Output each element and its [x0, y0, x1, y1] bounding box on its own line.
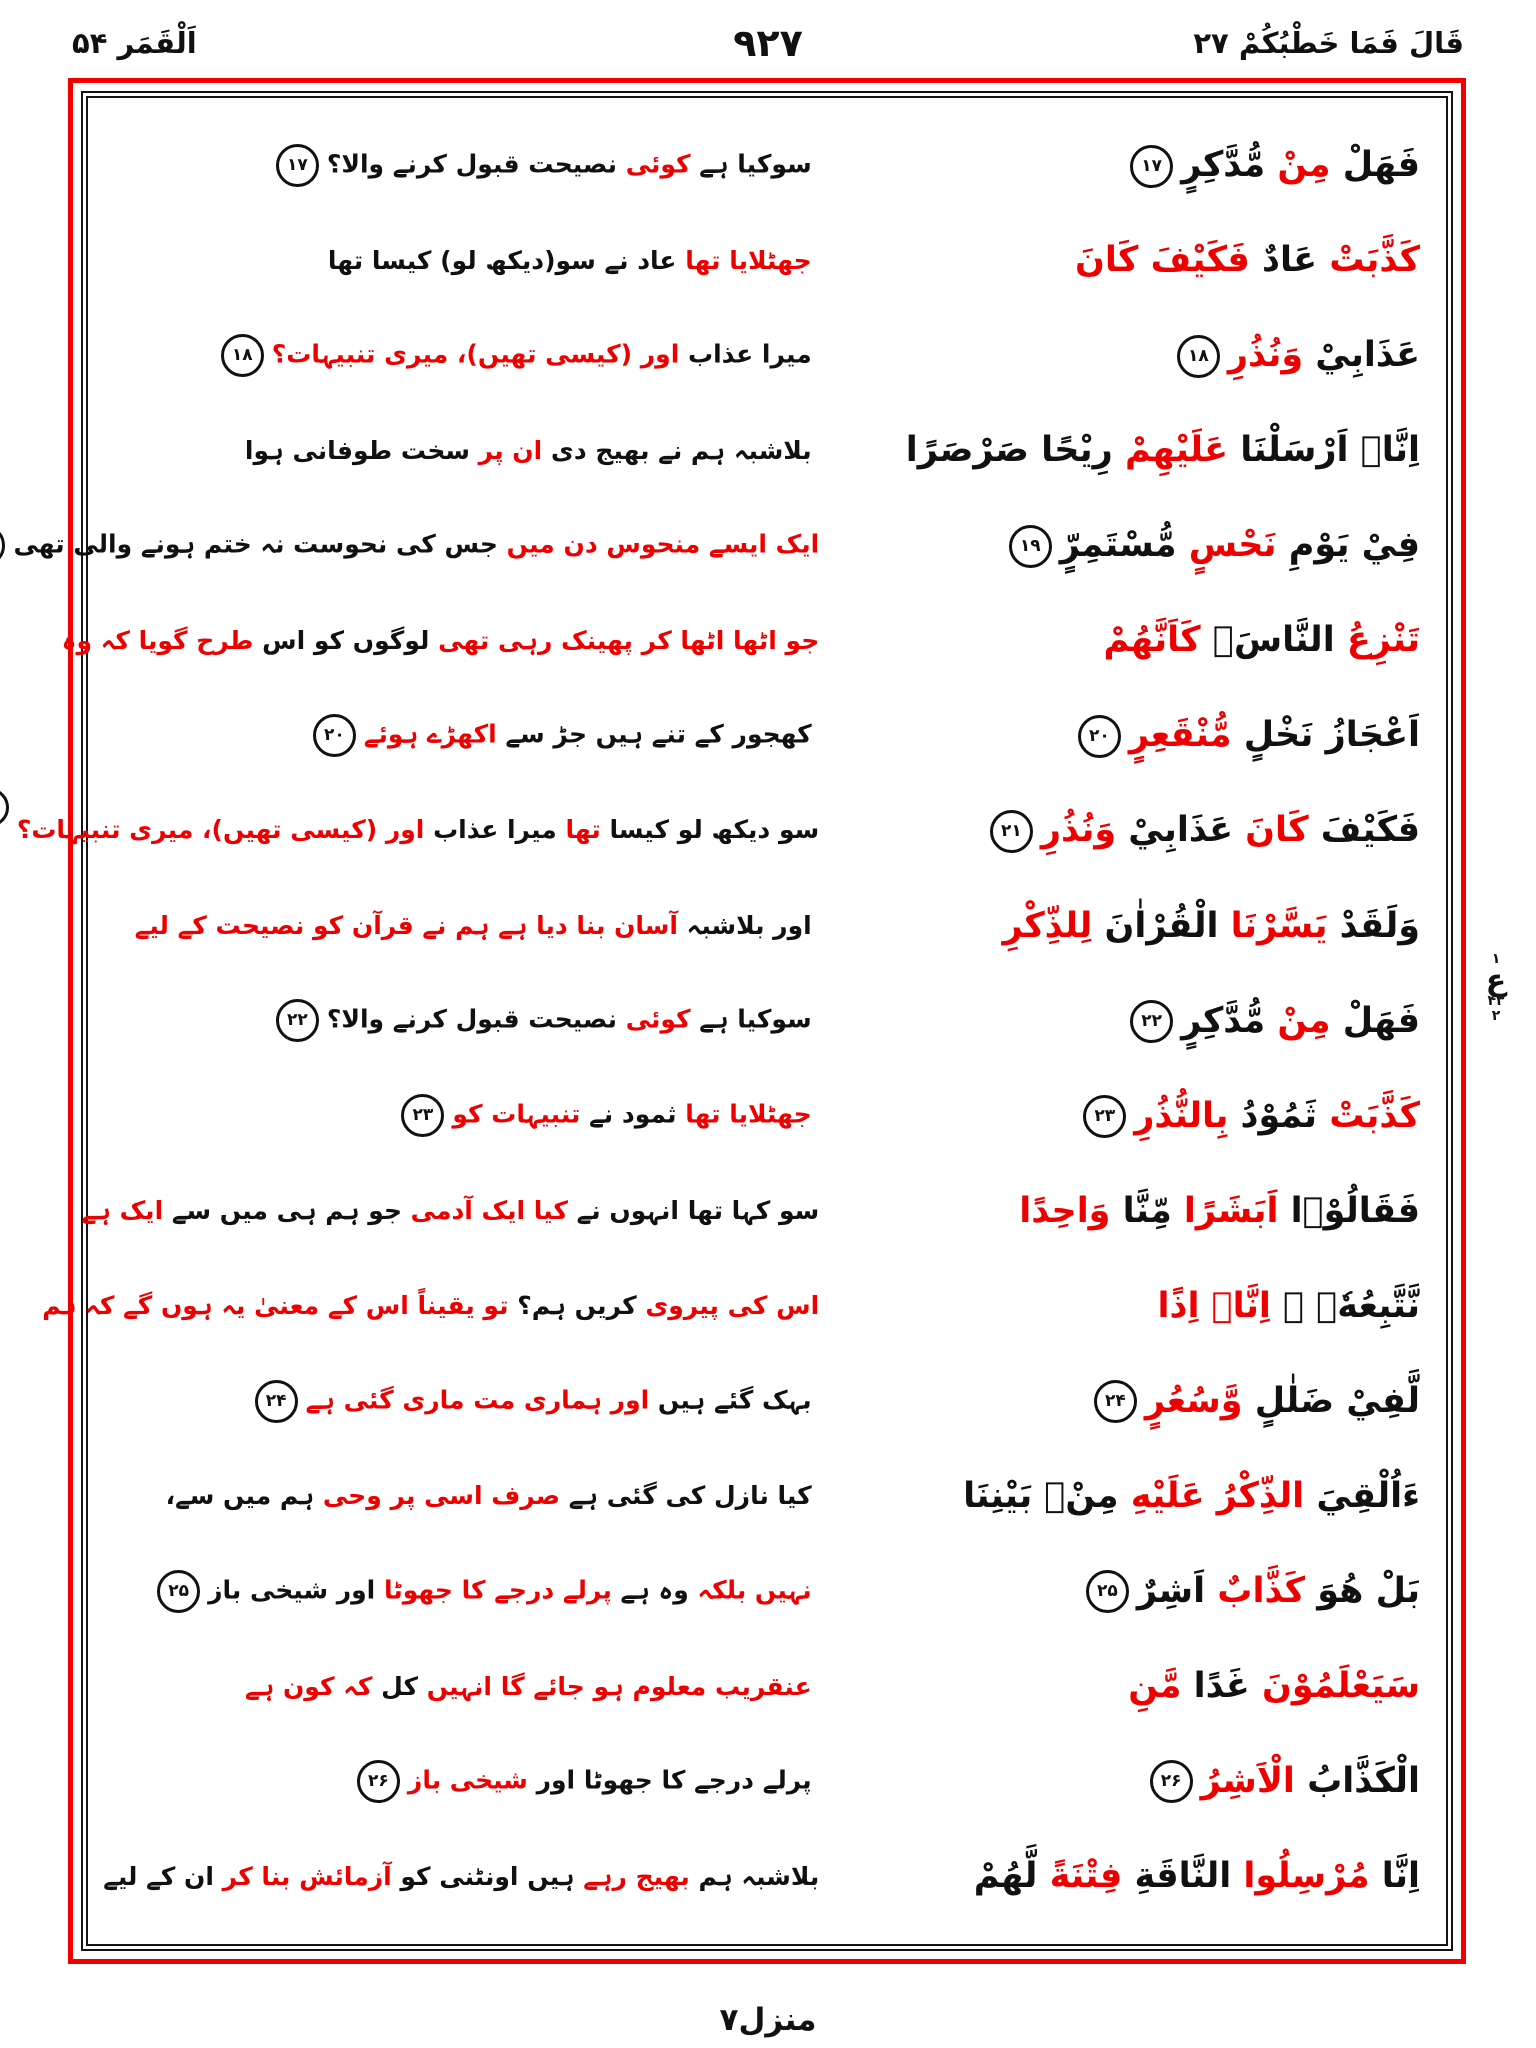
arabic-text-segment: فِتْنَةً: [1037, 1855, 1123, 1896]
arabic-verse-line: [826, 1091, 1420, 1142]
urdu-translation-line: [114, 334, 812, 377]
urdu-text-segment: کوئی: [616, 149, 691, 179]
arabic-text-segment: نَحْسٍ: [1176, 525, 1277, 566]
arabic-text-segment: الْقُرْاٰنَ: [1092, 905, 1219, 946]
arabic-text-segment: ءَاُلْقِيَ: [1304, 1475, 1420, 1516]
verse-row: [114, 688, 1420, 783]
arabic-text-segment: اَبَشَرًا: [1171, 1190, 1279, 1231]
ayah-number-badge: ۱۷: [276, 144, 319, 187]
verse-row: [42, 1259, 1420, 1354]
urdu-text-segment: کل: [372, 1671, 418, 1701]
arabic-text-segment: بَلْ هُوَ: [1305, 1570, 1420, 1611]
ayah-number-badge: ۲۰: [313, 714, 356, 757]
urdu-text-segment: کھجور کے تنے ہیں جڑ سے: [496, 719, 812, 749]
arabic-text-segment: ثَمُوْدُ: [1228, 1095, 1318, 1136]
verse-rows: [13, 118, 1420, 1924]
ayah-number-badge: ۲۵: [1086, 1570, 1129, 1613]
arabic-text-segment: وَنُذُرِ: [1040, 810, 1117, 851]
verse-row: [114, 1068, 1420, 1163]
verse-row: [114, 213, 1420, 308]
arabic-text-segment: عَذَابِيْ: [1116, 810, 1233, 851]
ayah-number-badge: ۱۸: [1177, 335, 1220, 378]
arabic-verse-line: [833, 1281, 1420, 1332]
page-number: ٩٢٧: [733, 21, 803, 65]
arabic-text-segment: مِنْ: [1265, 145, 1331, 186]
arabic-text-segment: الذِّكْرُ عَلَيْهِ: [1118, 1475, 1305, 1516]
arabic-verse-line: [826, 1661, 1420, 1712]
arabic-verse-line: [826, 425, 1420, 476]
ruku-bottom-number: ۲: [1491, 1007, 1501, 1024]
arabic-text-segment: اَعْجَازُ نَخْلٍ: [1231, 715, 1420, 756]
ayah-number-badge: ۲۴: [1094, 1380, 1137, 1423]
urdu-text-segment: جھٹلایا تھا: [676, 1099, 812, 1129]
urdu-translation-line: [13, 524, 820, 567]
urdu-text-segment: جھٹلایا تھا: [676, 245, 812, 275]
urdu-text-segment: تو یقیناً اس کے معنیٰ یہ ہوں گے کہ ہم: [42, 1291, 509, 1321]
arabic-text-segment: فَقَالُوْۤا: [1278, 1190, 1420, 1231]
urdu-text-segment: ہیں اونٹنی کو: [391, 1861, 575, 1891]
urdu-translation-line: [114, 714, 812, 757]
verse-row: [114, 1639, 1420, 1734]
verse-row: [114, 973, 1420, 1068]
ayah-number-badge: ۲۳: [1083, 1095, 1126, 1138]
urdu-text-segment: نہیں بلکہ: [688, 1575, 812, 1605]
urdu-text-segment: کہ کون ہے: [244, 1671, 373, 1701]
arabic-text-segment: مُّدَّكِرٍ: [1181, 145, 1266, 186]
ayah-number-badge: ۱۹: [1009, 525, 1052, 568]
urdu-text-segment: پرلے درجے کا جھوٹا اور: [527, 1765, 812, 1795]
urdu-text-segment: نصیحت قبول کرنے والا؟: [326, 149, 617, 179]
arabic-text-segment: كَاَنَّهُمْ: [1103, 620, 1201, 661]
arabic-text-segment: الْكَذَّابُ: [1294, 1760, 1420, 1801]
arabic-text-segment: الْاَشِرُ: [1200, 1760, 1295, 1801]
arabic-text-segment: مُرْسِلُوا: [1231, 1855, 1370, 1896]
urdu-translation-line: [114, 144, 812, 187]
arabic-verse-line: [833, 615, 1420, 666]
ain-icon: ع: [1485, 962, 1507, 998]
red-outer-frame: [13, 78, 1466, 1964]
ayah-number-badge: ۱۷: [1130, 145, 1173, 188]
urdu-text-segment: سو کہا تھا انہوں نے: [567, 1196, 820, 1226]
arabic-text-segment: اِنَّاۤ اِذًا: [1157, 1285, 1271, 1326]
verse-row: [16, 783, 1420, 878]
verse-row: [81, 1164, 1420, 1259]
urdu-translation-line: [114, 242, 812, 280]
black-inner-frame: [13, 91, 1453, 1951]
arabic-text-segment: وَنُذُرِ: [1227, 335, 1304, 376]
arabic-text-segment: مِنْ: [1265, 1000, 1331, 1041]
arabic-text-segment: كَذَّبَتْ: [1317, 240, 1420, 281]
urdu-translation-line: [114, 1477, 812, 1515]
ayah-number-badge: [0, 788, 9, 827]
urdu-translation-line: [114, 999, 812, 1042]
verse-row: [103, 1829, 1420, 1924]
urdu-text-segment: جو ہم ہی میں سے: [163, 1196, 402, 1226]
arabic-text-segment: كَذَّابٌ: [1205, 1570, 1306, 1611]
urdu-text-segment: اور بلاشبہ: [677, 911, 812, 941]
urdu-translation-line: [103, 1858, 820, 1896]
urdu-text-segment: سوکیا ہے: [690, 149, 812, 179]
arabic-verse-line: [826, 1471, 1420, 1522]
arabic-verse-line: [833, 1186, 1420, 1237]
urdu-text-segment: اس کی پیروی: [636, 1291, 820, 1321]
urdu-text-segment: کیا ایک آدمی: [401, 1196, 568, 1226]
urdu-text-segment: اور ہماری مت ماری گئی ہے: [305, 1385, 650, 1415]
ayah-number-badge: ۲۶: [357, 1760, 400, 1803]
urdu-text-segment: عاد نے سو(دیکھ لو) کیسا تھا: [327, 245, 677, 275]
arabic-verse-line: [833, 1851, 1420, 1902]
arabic-text-segment: وَلَقَدْ: [1327, 905, 1420, 946]
arabic-text-segment: مُّدَّكِرٍ: [1181, 1000, 1266, 1041]
urdu-translation-line: [114, 1668, 812, 1706]
arabic-verse-line: [826, 1566, 1420, 1617]
arabic-text-segment: غَدًا: [1181, 1665, 1250, 1706]
urdu-text-segment: اور شیخی باز: [208, 1575, 376, 1605]
ayah-number-badge: ۲۴: [255, 1380, 298, 1423]
urdu-text-segment: اور (کیسی تھیں)، میری تنبیہات؟: [271, 339, 680, 369]
arabic-text-segment: سَيَعْلَمُوْنَ: [1249, 1665, 1420, 1706]
urdu-text-segment: کوئی: [616, 1004, 691, 1034]
arabic-text-segment: يَسَّرْنَا: [1218, 905, 1328, 946]
arabic-text-segment: كَانَ: [1233, 810, 1309, 851]
urdu-text-segment: سوکیا ہے: [690, 1004, 812, 1034]
arabic-verse-line: [826, 710, 1420, 761]
arabic-text-segment: عَادٌ: [1249, 240, 1318, 281]
ayah-number-badge: ۲۲: [1130, 1000, 1173, 1043]
verse-row: [114, 1734, 1420, 1829]
arabic-verse-line: [826, 1376, 1420, 1427]
arabic-text-segment: فَكَيْفَ: [1308, 810, 1420, 851]
urdu-translation-line: [114, 1760, 812, 1803]
surah-name: اَلْقَمَر ۵۴: [72, 26, 197, 60]
arabic-verse-line: [833, 520, 1420, 571]
urdu-text-segment: لوگوں کو اس: [253, 626, 430, 655]
verse-row: [114, 1544, 1420, 1639]
verse-row: [114, 1449, 1420, 1544]
urdu-text-segment: بھیج رہے: [574, 1861, 690, 1891]
arabic-text-segment: بِالنُّذُرِ: [1134, 1095, 1229, 1136]
urdu-text-segment: پرلے درجے کا جھوٹا: [375, 1575, 612, 1605]
ayah-number-badge: ۱۸: [221, 334, 264, 377]
arabic-text-segment: لَّهُمْ: [973, 1855, 1038, 1896]
urdu-text-segment: سو دیکھ لو کیسا: [600, 815, 820, 845]
ruku-middle-number: ۴۳: [1487, 993, 1505, 1010]
ruku-top-number: ۱: [1491, 951, 1501, 967]
ayah-number-badge: [0, 524, 5, 567]
arabic-verse-line: [826, 996, 1420, 1047]
urdu-translation-line: [42, 1287, 820, 1325]
urdu-translation-line: [114, 1380, 812, 1423]
arabic-text-segment: فَهَلْ: [1330, 1000, 1420, 1041]
urdu-text-segment: اور (کیسی تھیں)، میری تنبیہات؟: [16, 815, 425, 845]
arabic-text-segment: نَّتَّبِعُهٗۤ ۚ: [1270, 1285, 1420, 1326]
arabic-verse-line: [833, 805, 1420, 856]
urdu-text-segment: میرا عذاب: [424, 815, 557, 845]
urdu-text-segment: تنبیہات کو: [452, 1099, 581, 1129]
urdu-text-segment: بلاشبہ ہم: [689, 1861, 820, 1891]
urdu-text-segment: ایک ایسے منحوس دن میں: [497, 529, 820, 559]
arabic-text-segment: عَذَابِيْ: [1303, 335, 1420, 376]
urdu-text-segment: کریں ہم؟: [508, 1291, 637, 1321]
arabic-text-segment: فِيْ يَوْمِ: [1276, 525, 1420, 566]
ruku-marker: [1472, 952, 1520, 1024]
arabic-text-segment: اَشِرٌ: [1136, 1570, 1206, 1611]
arabic-verse-line: [826, 140, 1420, 191]
arabic-text-segment: النَّاقَةِ: [1122, 1855, 1232, 1896]
arabic-text-segment: فَهَلْ: [1330, 145, 1420, 186]
ayah-number-badge: ۲۲: [276, 999, 319, 1042]
urdu-text-segment: عنقریب معلوم ہو جائے گا انہیں: [417, 1671, 812, 1701]
urdu-text-segment: اکھڑے ہوئے: [363, 719, 497, 749]
arabic-text-segment: كَذَّبَتْ: [1317, 1095, 1420, 1136]
arabic-verse-line: [826, 1756, 1420, 1807]
urdu-translation-line: [114, 432, 812, 470]
urdu-text-segment: میرا عذاب: [679, 339, 812, 369]
urdu-text-segment: ان پر: [469, 435, 543, 465]
verse-row: [13, 498, 1420, 593]
ayah-number-badge: ۲۶: [1150, 1760, 1193, 1803]
ayah-number-badge: ۲۵: [157, 1570, 200, 1613]
verse-row: [114, 1354, 1420, 1449]
arabic-text-segment: مُّسْتَمِرٍّ: [1059, 525, 1177, 566]
urdu-text-segment: ثمود نے: [580, 1099, 677, 1129]
arabic-text-segment: مِنْۢ بَيْنِنَا: [963, 1475, 1119, 1516]
urdu-text-segment: نصیحت قبول کرنے والا؟: [326, 1004, 617, 1034]
urdu-translation-line: [114, 1094, 812, 1137]
verse-row: [114, 118, 1420, 213]
urdu-text-segment: سخت طوفانی ہوا: [244, 435, 470, 465]
urdu-translation-line: [81, 1192, 820, 1230]
arabic-text-segment: اِنَّا: [1369, 1855, 1420, 1896]
arabic-verse-line: [826, 901, 1420, 952]
urdu-text-segment: ان کے لیے: [103, 1861, 214, 1891]
arabic-verse-line: [826, 330, 1420, 381]
urdu-text-segment: طرح گویا کہ وہ: [61, 626, 254, 655]
arabic-text-segment: عَلَيْهِمْ: [1112, 430, 1229, 471]
arabic-text-segment: رِيْحًا صَرْصَرًا: [905, 430, 1113, 471]
urdu-text-segment: صرف اسی پر وحی: [314, 1481, 560, 1511]
urdu-text-segment: آزمائش بنا کر: [213, 1861, 392, 1891]
urdu-text-segment: بہک گئے ہیں: [649, 1385, 812, 1415]
verse-row: [114, 403, 1420, 498]
urdu-text-segment: تھا: [556, 815, 601, 845]
ayah-number-badge: ۲۱: [990, 810, 1033, 853]
manzil-label: منزل۷: [719, 2002, 817, 2038]
urdu-text-segment: وہ ہے: [611, 1575, 689, 1605]
ayah-number-badge: ۲۳: [401, 1094, 444, 1137]
urdu-text-segment: ہم میں سے،: [165, 1481, 315, 1511]
urdu-translation-line: [16, 811, 820, 851]
urdu-text-segment: جو اٹھا اٹھا کر پھینک رہی تھی: [429, 626, 820, 655]
page-header: [72, 14, 1464, 72]
urdu-text-segment: کیا نازل کی گئی ہے: [560, 1481, 812, 1511]
verse-row: [114, 308, 1420, 403]
arabic-text-segment: فَكَيْفَ كَانَ: [1075, 240, 1250, 281]
arabic-text-segment: النَّاسَۙ: [1200, 620, 1335, 661]
arabic-text-segment: مُّنْقَعِرٍ: [1128, 715, 1232, 756]
arabic-text-segment: وَّسُعُرٍ: [1144, 1380, 1243, 1421]
urdu-text-segment: شیخی باز: [407, 1765, 528, 1795]
urdu-translation-line: [114, 1570, 812, 1613]
arabic-text-segment: تَنْزِعُ: [1334, 620, 1420, 661]
urdu-text-segment: ایک ہے: [81, 1196, 164, 1226]
arabic-text-segment: اِنَّاۤ اَرْسَلْنَا: [1228, 430, 1420, 471]
arabic-text-segment: لَّفِيْ ضَلٰلٍ: [1242, 1380, 1420, 1421]
urdu-text-segment: آسان بنا دیا ہے ہم نے قرآن کو نصیحت کے لیے: [134, 911, 678, 941]
verse-row: [114, 878, 1420, 973]
arabic-text-segment: مِّنَّا: [1110, 1190, 1172, 1231]
urdu-text-segment: بلاشبہ ہم نے بھیج دی: [542, 435, 812, 465]
arabic-text-segment: مَّنِ: [1128, 1665, 1182, 1706]
arabic-text-segment: وَاحِدًا: [1019, 1190, 1111, 1231]
ayah-number-badge: ۲۰: [1078, 715, 1121, 758]
urdu-text-segment: جس کی نحوست نہ ختم ہونے والی تھی: [13, 529, 498, 559]
juz-name: قَالَ فَمَا خَطْبُكُمْ ۲۷: [1193, 26, 1464, 60]
arabic-verse-line: [826, 235, 1420, 286]
urdu-translation-line: [114, 907, 812, 945]
verse-row: [61, 593, 1420, 688]
urdu-translation-line: [61, 622, 820, 660]
arabic-text-segment: لِلذِّكْرِ: [1002, 905, 1093, 946]
